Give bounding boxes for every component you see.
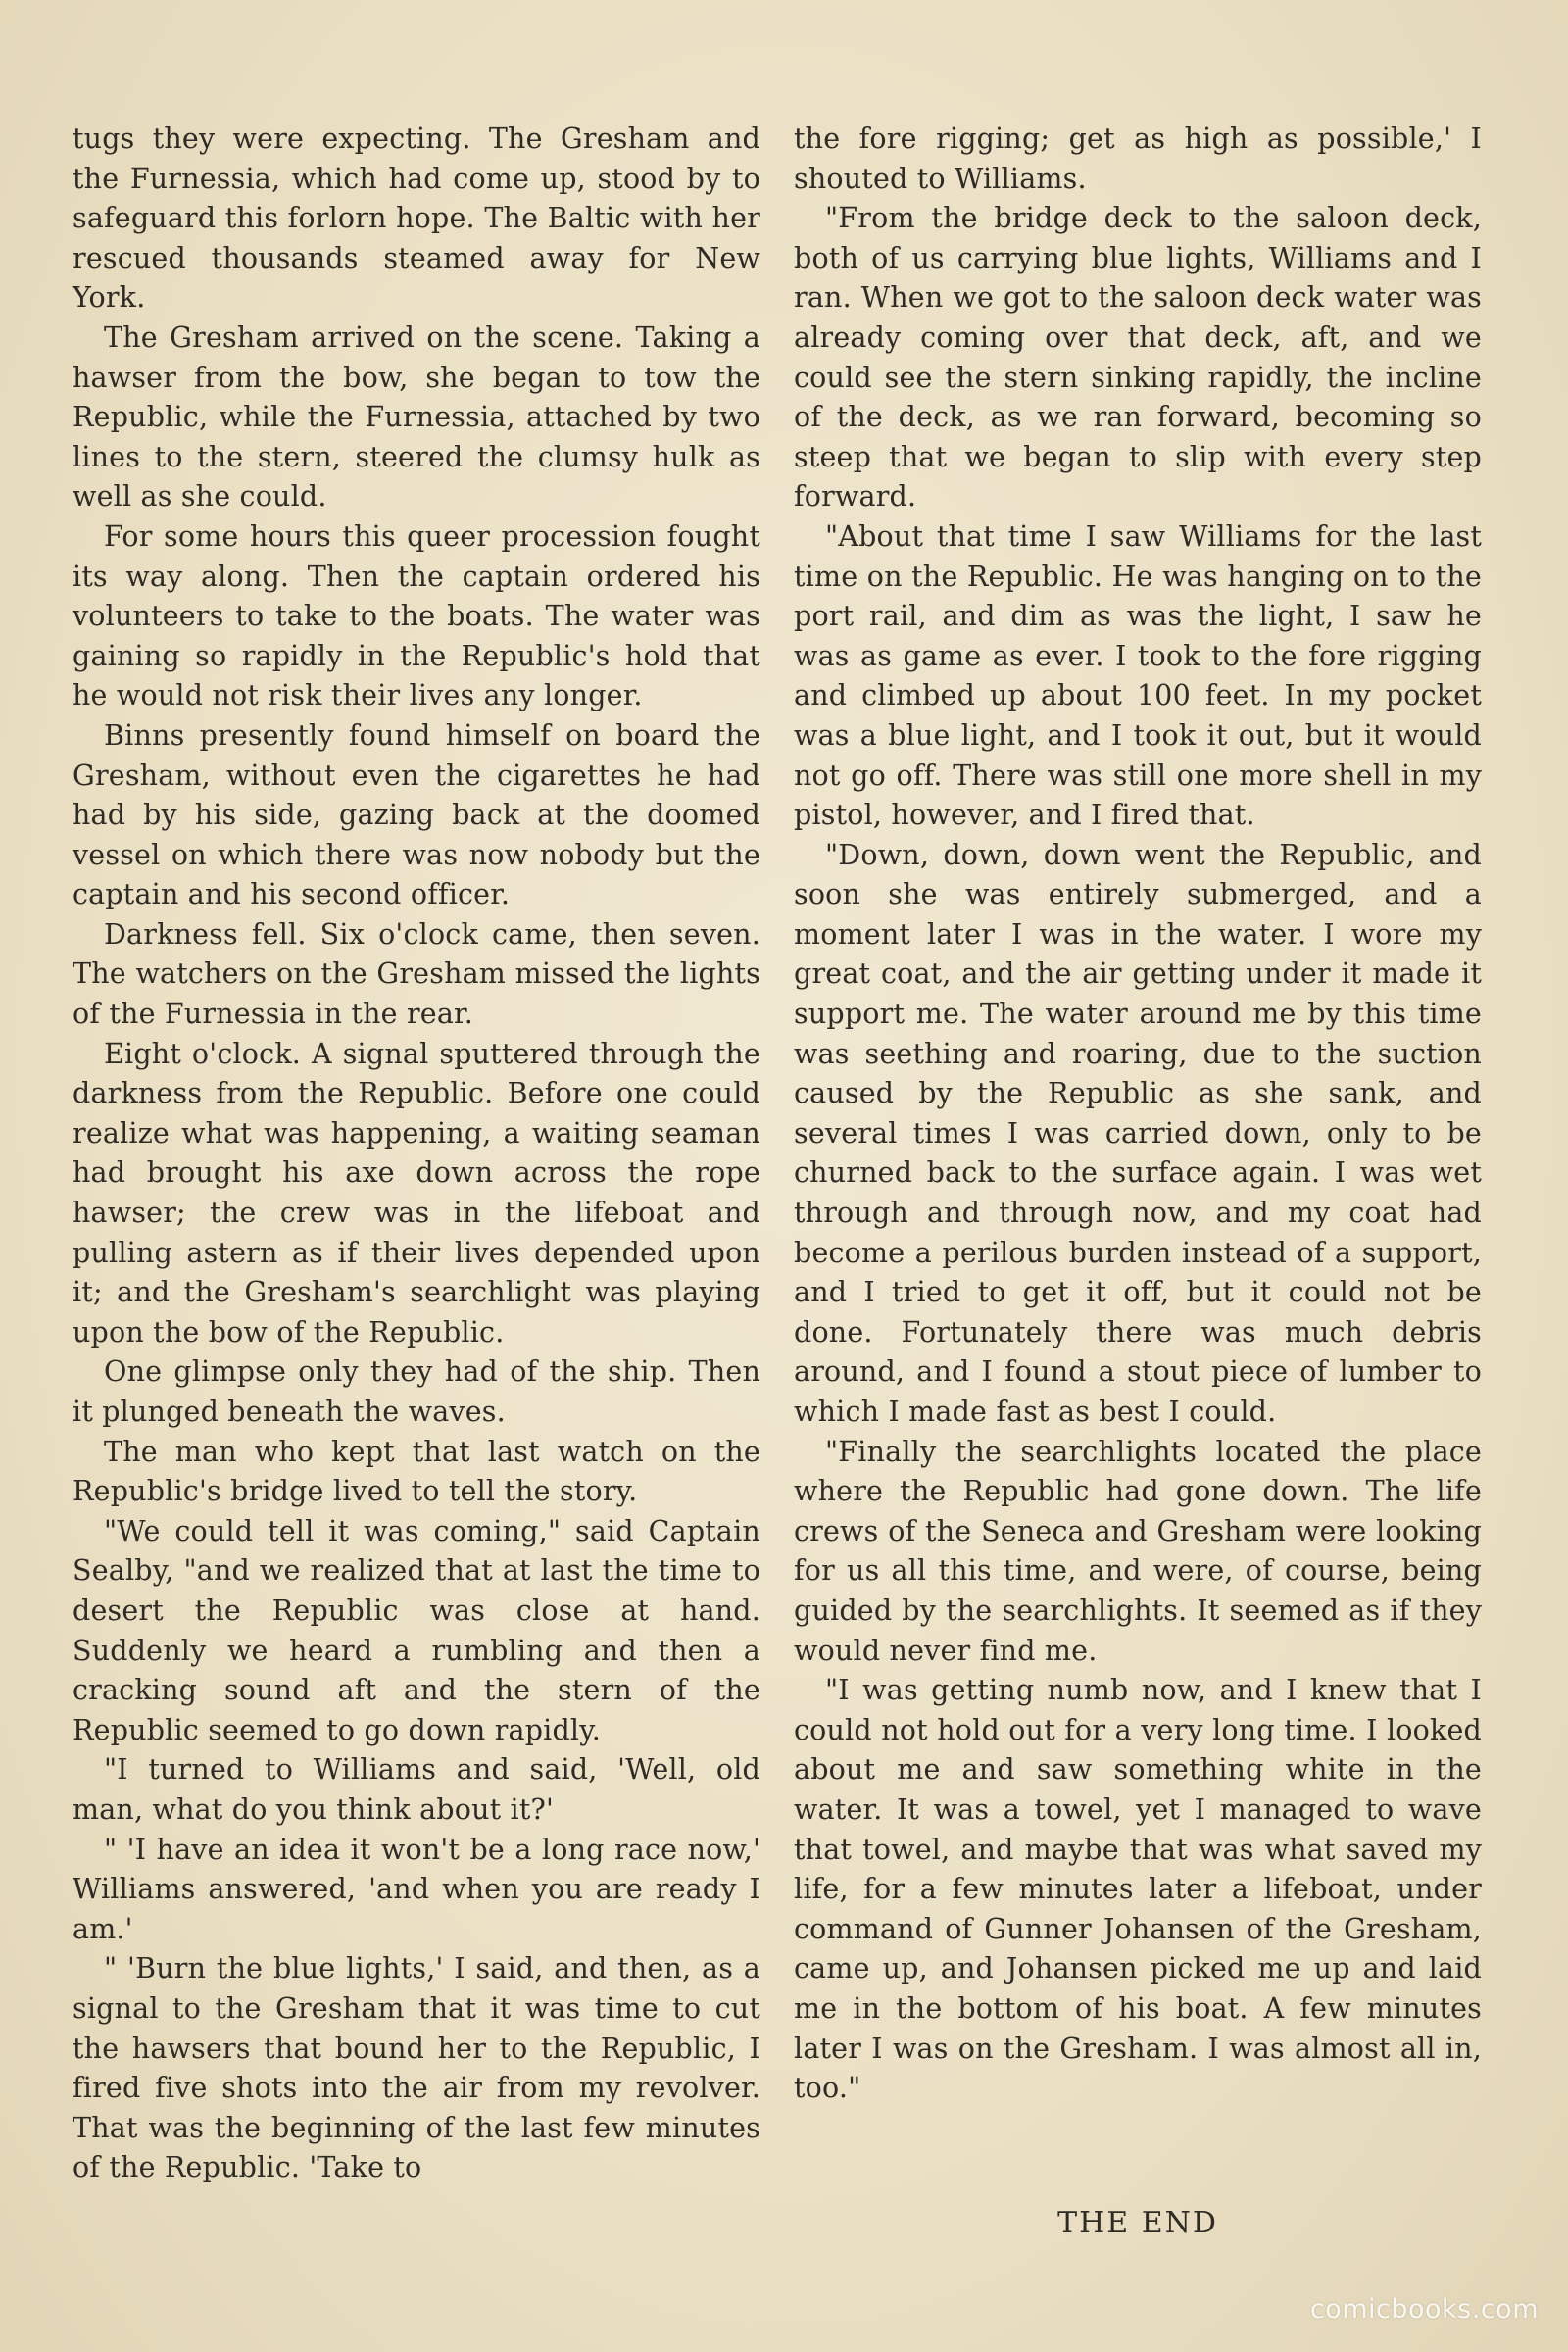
paragraph: "I turned to Williams and said, 'Well, old man, what do you think about it?' <box>73 1753 760 1826</box>
paragraph: One glimpse only they had of the ship. Then it plunged beneath the waves. <box>73 1355 760 1428</box>
paragraph: For some hours this queer procession fought its way along. Then the captain ordered his volunteers to take to the boats. The water was gaining so rapidly in the Republic's hold that he would not risk their lives any longer. <box>73 519 760 712</box>
paragraph: The man who kept that last watch on the Republic's bridge lived to tell the story. <box>73 1435 760 1508</box>
paragraph: Eight o'clock. A signal sputtered through the darkness from the Republic. Before one could realize what was happening, a waiting seaman had brought his axe down across the rope hawser; the crew was in the lifeboat and pulling astern as if their lives depended upon it; and the Gresham's searchlight was playing upon the bow of the Republic. <box>73 1037 760 1348</box>
paragraph: "From the bridge deck to the saloon deck, both of us carrying blue lights, Williams and I ran. When we got to the saloon deck water was already coming over that deck, aft, and we could see the stern sinking rapidly, the incline of the deck, as we ran forward, becoming so steep that we began to slip with every step forward. <box>794 202 1482 514</box>
right-text-column <box>794 120 1482 2109</box>
paragraph: Binns presently found himself on board the Gresham, without even the cigarettes he had had by his side, gazing back at the doomed vessel on which there was now nobody but the captain and his second officer. <box>73 718 760 911</box>
paragraph: "Finally the searchlights located the place where the Republic had gone down. The life crews of the Seneca and Gresham were looking for us all this time, and were, of course, being guided by the searchlights. It seemed as if they would never find me. <box>794 1435 1482 1667</box>
watermark: comicbooks.com <box>1309 2294 1539 2325</box>
paragraph: Darkness fell. Six o'clock came, then seven. The watchers on the Gresham missed the lights of the Furnessia in the rear. <box>73 917 760 1031</box>
paragraph: "Down, down, down went the Republic, and soon she was entirely submerged, and a moment later I was in the water. I wore my great coat, and the air getting under it made it support me. The water around me by this time was seething and roaring, due to the suction caused by the Republic as she sank, and several times I was carried down, only to be churned back to the surface again. I was wet through and through now, and my coat had become a perilous burden instead of a support, and I tried to get it off, but it could not be done. Fortunately there was much debris around, and I found a stout piece of lumber to which I made fast as best I could. <box>794 838 1482 1428</box>
the-end-label: THE END <box>1057 2206 1218 2240</box>
left-text-column <box>73 120 760 2188</box>
paragraph: "I was getting numb now, and I knew that I could not hold out for a very long time. I looked about me and saw something white in the water. It was a towel, yet I managed to wave that towel, and maybe that was what saved my life, for a few minutes later a lifeboat, under command of Gunner Johansen of the Gresham, came up, and Johansen picked me up and laid me in the bottom of his boat. A few minutes later I was on the Gresham. I was almost all in, too." <box>794 1674 1482 2105</box>
paragraph: "About that time I saw Williams for the last time on the Republic. He was hanging on to the port rail, and dim as was the light, I saw he was as game as ever. I took to the fore rigging and climbed up about 100 feet. In my pocket was a blue light, and I took it out, but it would not go off. There was still one more shell in my pistol, however, and I fired that. <box>794 519 1482 832</box>
paragraph: " 'I have an idea it won't be a long race now,' Williams answered, 'and when you are ready I am.' <box>73 1833 760 1945</box>
paragraph: the fore rigging; get as high as possible,' I shouted to Williams. <box>794 122 1482 195</box>
paragraph: "We could tell it was coming," said Captain Sealby, "and we realized that at last the time to desert the Republic was close at hand. Suddenly we heard a rumbling and then a cracking sound aft and the stern of the Republic seemed to go down rapidly. <box>73 1514 760 1746</box>
paragraph: The Gresham arrived on the scene. Taking a hawser from the bow, she began to tow the Republic, while the Furnessia, attached by two lines to the stern, steered the clumsy hulk as well as she could. <box>73 320 760 514</box>
paragraph: tugs they were expecting. The Gresham and the Furnessia, which had come up, stood by to safeguard this forlorn hope. The Baltic with her rescued thousands steamed away for New York. <box>73 122 760 315</box>
paragraph: " 'Burn the blue lights,' I said, and then, as a signal to the Gresham that it was time to cut the hawsers that bound her to the Republic, I fired five shots into the air from my revolver. That was the beginning of the last few minutes of the Republic. 'Take to <box>73 1952 760 2184</box>
